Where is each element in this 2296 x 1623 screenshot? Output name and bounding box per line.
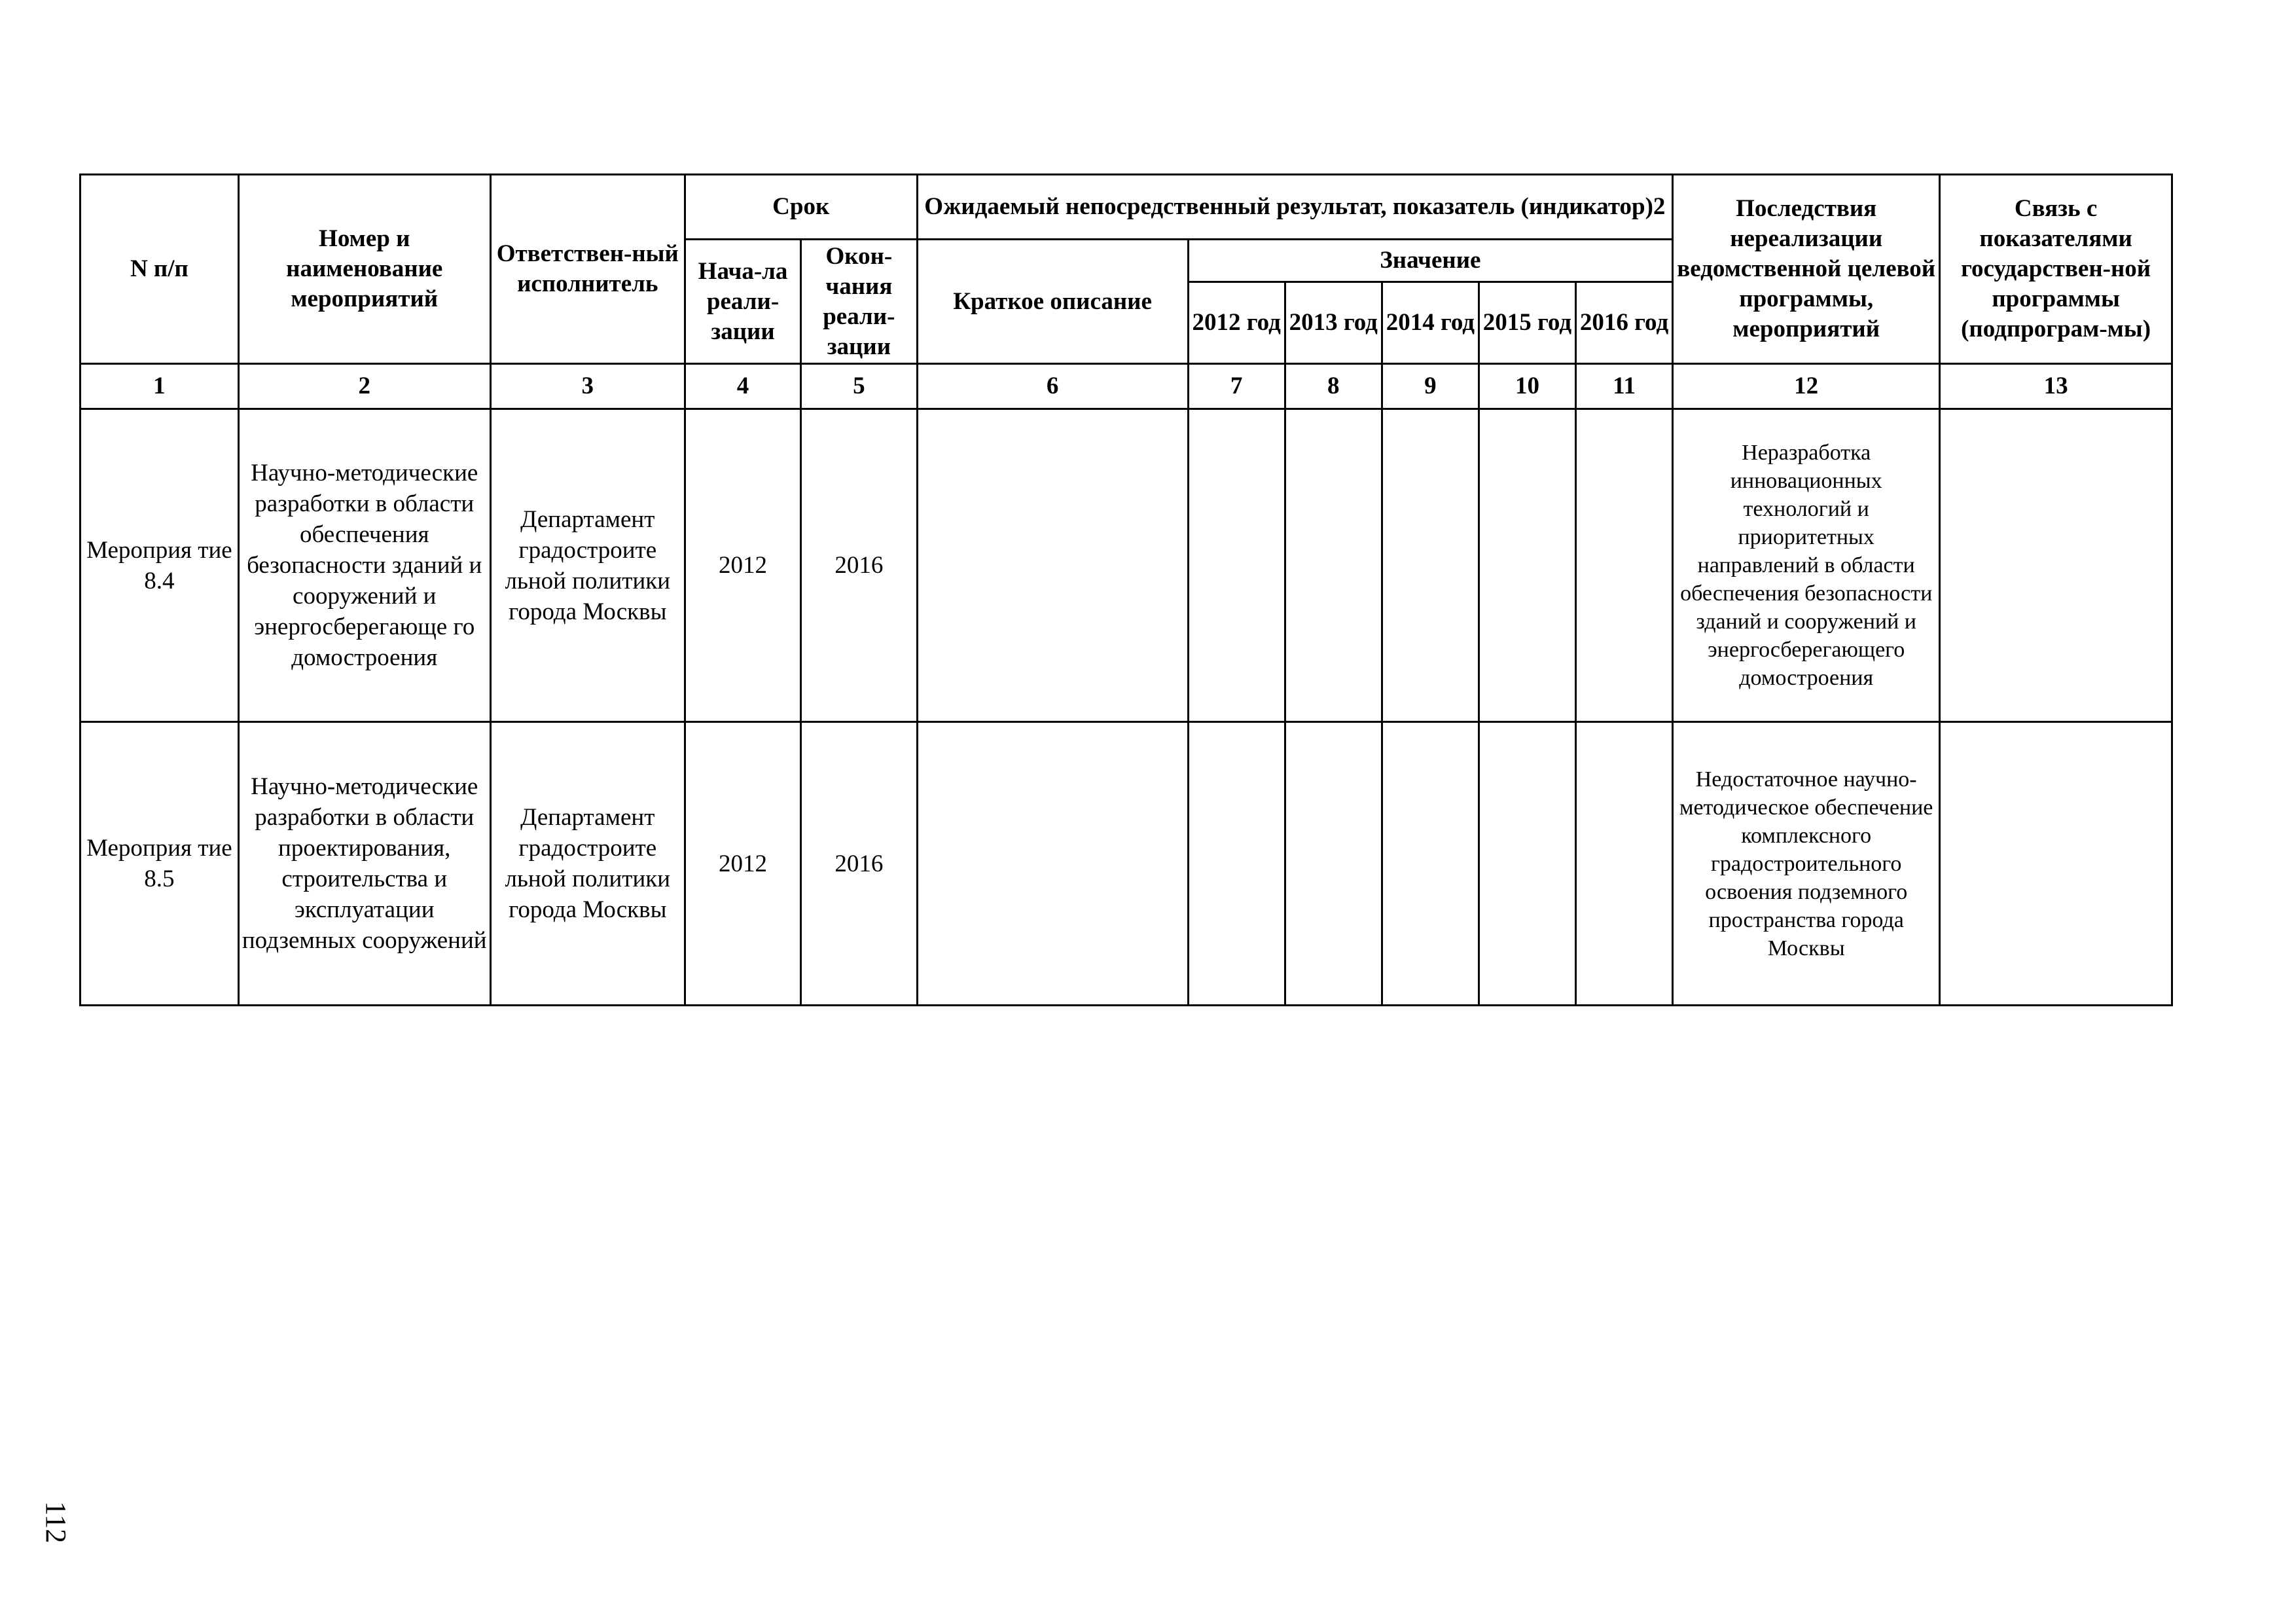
header-row-1 xyxy=(81,175,2172,240)
activity-short-desc xyxy=(917,722,1188,1006)
column-number: 7 xyxy=(1188,364,1285,409)
column-number: 11 xyxy=(1575,364,1672,409)
activity-end: 2016 xyxy=(801,409,917,722)
activity-executor: Департамент градостроите льной политики города Москвы xyxy=(490,409,685,722)
table-row xyxy=(81,722,2172,1006)
column-number: 6 xyxy=(917,364,1188,409)
column-number: 10 xyxy=(1479,364,1575,409)
column-number: 8 xyxy=(1285,364,1382,409)
activity-value-2015 xyxy=(1479,722,1575,1006)
header-year-2013: 2013 год xyxy=(1285,282,1382,364)
activity-consequences: Неразработка инновационных технологий и приоритетных направлений в области обеспечения безопасности зданий и сооружений и энергосберегающего домостроения xyxy=(1673,409,1940,722)
activity-id: Мероприя тие 8.4 xyxy=(81,409,239,722)
header-num: N п/п xyxy=(81,175,239,364)
activity-start: 2012 xyxy=(685,722,800,1006)
activity-value-2016 xyxy=(1575,722,1672,1006)
header-name: Номер и наименование мероприятий xyxy=(238,175,490,364)
activity-start: 2012 xyxy=(685,409,800,722)
activity-value-2015 xyxy=(1479,409,1575,722)
activity-short-desc xyxy=(917,409,1188,722)
header-term-end: Окон-чания реали-зации xyxy=(801,240,917,364)
activity-value-2013 xyxy=(1285,409,1382,722)
activity-id: Мероприя тие 8.5 xyxy=(81,722,239,1006)
header-value: Значение xyxy=(1188,240,1673,282)
header-short-desc: Краткое описание xyxy=(917,240,1188,364)
column-number: 13 xyxy=(1940,364,2172,409)
activity-value-2013 xyxy=(1285,722,1382,1006)
activity-value-2012 xyxy=(1188,409,1285,722)
header-link: Связь с показателями государствен-ной программы (подпрограм-мы) xyxy=(1940,175,2172,364)
column-number: 1 xyxy=(81,364,239,409)
activity-end: 2016 xyxy=(801,722,917,1006)
activity-value-2012 xyxy=(1188,722,1285,1006)
column-number: 4 xyxy=(685,364,800,409)
header-year-2015: 2015 год xyxy=(1479,282,1575,364)
column-number: 9 xyxy=(1382,364,1479,409)
activity-consequences: Недостаточное научно-методическое обеспечение комплексного градостроительного освоения подземного пространства города Москвы xyxy=(1673,722,1940,1006)
header-year-2016: 2016 год xyxy=(1575,282,1672,364)
column-number: 3 xyxy=(490,364,685,409)
column-number: 2 xyxy=(238,364,490,409)
header-consequences: Последствия нереализации ведомственной целевой программы, мероприятий xyxy=(1673,175,1940,364)
header-year-2012: 2012 год xyxy=(1188,282,1285,364)
column-number: 12 xyxy=(1673,364,1940,409)
header-result: Ожидаемый непосредственный результат, показатель (индикатор)2 xyxy=(917,175,1673,240)
column-number-row xyxy=(81,364,2172,409)
activity-value-2016 xyxy=(1575,409,1672,722)
header-executor: Ответствен-ный исполнитель xyxy=(490,175,685,364)
activity-link xyxy=(1940,722,2172,1006)
activity-value-2014 xyxy=(1382,409,1479,722)
activity-name: Научно-методические разработки в области обеспечения безопасности зданий и сооружений и энергосберегающе го домостроения xyxy=(238,409,490,722)
table-row xyxy=(81,409,2172,722)
activity-value-2014 xyxy=(1382,722,1479,1006)
header-term-start: Нача-ла реали-зации xyxy=(685,240,800,364)
header-year-2014: 2014 год xyxy=(1382,282,1479,364)
column-number: 5 xyxy=(801,364,917,409)
activity-name: Научно-методические разработки в области проектирования, строительства и эксплуатации подземных сооружений xyxy=(238,722,490,1006)
header-term: Срок xyxy=(685,175,917,240)
activity-link xyxy=(1940,409,2172,722)
activity-executor: Департамент градостроите льной политики города Москвы xyxy=(490,722,685,1006)
activities-table xyxy=(79,173,2173,1006)
page-number: 112 xyxy=(40,1501,72,1544)
